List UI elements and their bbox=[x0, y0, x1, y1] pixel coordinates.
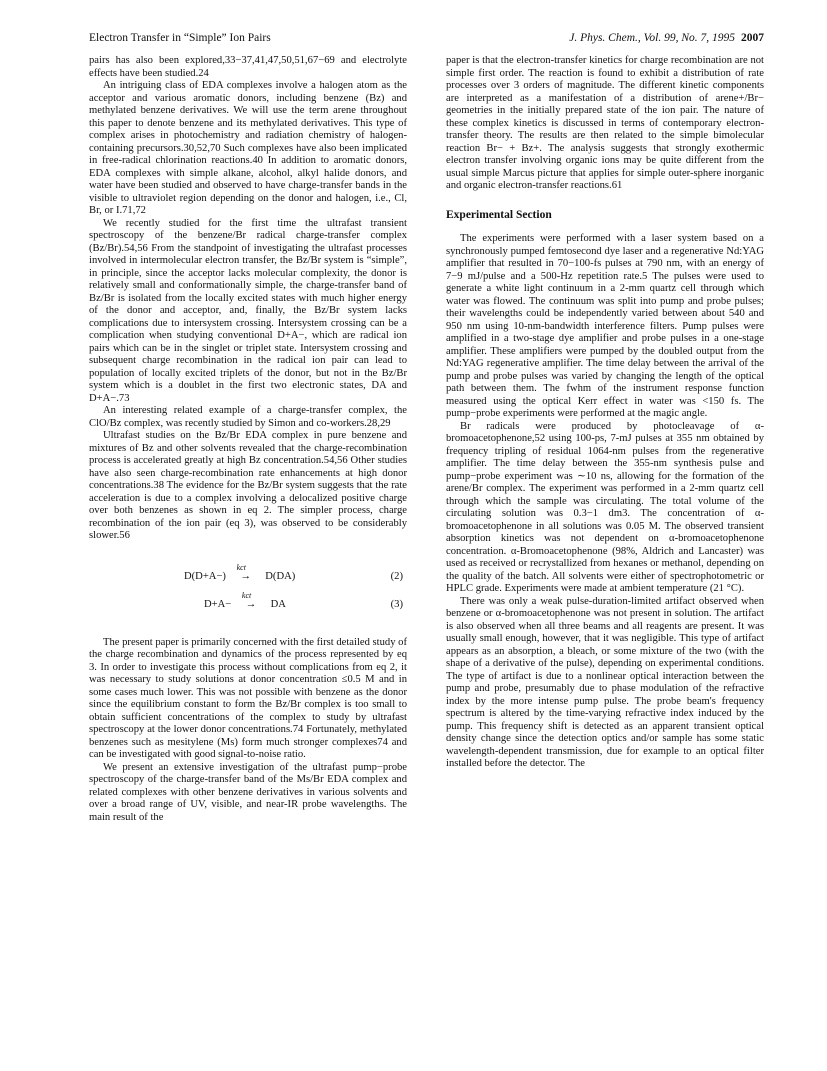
paragraph: paper is that the electron-transfer kinetics for charge recombination are not simple first order. The reaction is found to exhibit a distribution of rate processes over 3 orders of magnitude. The different kinetic components are interpreted as a manifestation of a distribution of arene+/Br− geometries in the initially prepared state of the ion pair. The nature of these complex kinetics is discussed in terms of contemporary electron-transfer theory. The results are then related to the simple bimolecular reaction Br− + Bz+. The analysis suggests that strongly exothermic electron transfer involving organic ions may be quite different from the usual simple Marcus picture that applies for simple outer-sphere inorganic and organic electron-transfer reactions.61 bbox=[446, 55, 764, 191]
equation-2-text bbox=[184, 562, 296, 584]
reaction-arrow-icon: kct → bbox=[236, 562, 251, 582]
equation-3-text bbox=[204, 590, 286, 612]
reaction-arrow-icon: kct → bbox=[241, 590, 257, 610]
paragraph: pairs has also been explored,33−37,41,47,50,51,67−69 and electrolyte effects have been studied.24 bbox=[89, 55, 407, 79]
paragraph: Br radicals were produced by photocleavage of α-bromoacetophenone,52 using 100-ps, 7-mJ pulses at 355 nm obtained by frequency tripling of residual 1064-nm pulses from the regenerative amplifier. The time delay between the 355-nm synthesis pulse and pump−probe experiment was ∼10 ns, allowing for the formation of the arene/Br complex. The experiment was performed in a 2-mm quartz cell through which the sample was circulating. The total volume of the circulating solution was 0.3−1 dm3. The concentration of α-bromoacetophenone in all solutions was 0.05 M. The observed transient absorption kinetics was not dependent on α-bromoacetophenone concentration. α-Bromoacetophenone (98%, Aldrich and Lancaster) was used as received or recrystallized from hexanes or methanol, depending on the quality of the batch. All solvents were either of spectrophotometric or HPLC grade. Experiments were made at ambient temperature (21 °C). bbox=[446, 420, 764, 594]
paragraph: There was only a weak pulse-duration-limited artifact observed when benzene or α-bromoacetophenone was not present in solution. The artifact is also observed when all three beams and all reagents are present. It was usually small enough, however, that it was negligible. This type of artifact appears as an absorption, a bleach, or some mixture of the two (with the shape of a derivative of the pulse), depending on experimental conditions. The type of artifact is due to a nonlinear optical interaction between the pump and probe, presumably due to phase modulation of the refractive index by the more intense pump pulse. The probe beam's frequency spectrum is altered by the time-varying refractive index induced by the pump. This frequency shift is detected as an apparent transient optical density change since the detection optics and/or sample has some static wavelength-dependent transmission, due for example to an optical filter installed before the detector. The bbox=[446, 595, 764, 769]
paragraph: The experiments were performed with a laser system based on a synchronously pumped femtosecond dye laser and a regenerative Nd:YAG amplifier that resulted in 70−100-fs pulses at 790 nm, with an energy of 7−9 mJ/pulse and a 500-Hz repetition rate.5 The pulses were used to generate a white light continuum in a 2-mm quartz cell through which water was flowed. The continuum was split into pump and probe pulses; their wavelengths could be independently varied between about 540 and 950 nm using 10-nm-bandwidth interference filters. Pump pulses were amplified in a two-stage dye amplifier and probe pulses in a one-stage amplifier. These amplifiers were pumped by the doubled output from the Nd:YAG regenerative amplifier. The time delay between the arrival of the pump and probe pulses was varied by changing the length of the optical path between them. The fwhm of the instrument response function measured using the optical Kerr effect in water was <150 fs. The pump−probe experiments were performed at the magic angle. bbox=[446, 233, 764, 419]
equation-number: (2) bbox=[390, 570, 403, 582]
equation-3 bbox=[89, 590, 407, 615]
paragraph: We present an extensive investigation of the ultrafast pump−probe spectroscopy of the charge-transfer band of the Ms/Br EDA complex and related complexes with other benzene derivatives in various solvents and over a broad range of UV, visible, and near-IR probe wavelengths. The main result of the bbox=[89, 761, 407, 823]
eq2-rhs: D(DA) bbox=[265, 570, 296, 582]
eq2-lhs: D(D+A−) bbox=[184, 570, 226, 582]
eq3-rate-label: kct bbox=[241, 590, 252, 600]
section-heading: Experimental Section bbox=[446, 208, 552, 221]
header-title: Electron Transfer in “Simple” Ion Pairs bbox=[89, 32, 271, 44]
journal-citation: J. Phys. Chem., Vol. 99, No. 7, 1995 bbox=[569, 32, 735, 44]
right-column bbox=[446, 55, 764, 771]
paragraph: Ultrafast studies on the Bz/Br EDA complex in pure benzene and mixtures of Bz and other solvents revealed that the charge-recombination process is accelerated greatly at high Bz concentration.54,56 Other studies have also seen charge-recombination rate enhancements at high donor concentrations.38 The evidence for the Bz/Br system suggests that the rate acceleration is due to a complex involving a delocalized positive charge over both benzenes as shown in eq 2. The simpler process, charge recombination of the ion pair (eq 3), was observed to be considerably slower.56 bbox=[89, 430, 407, 541]
equation-number: (3) bbox=[390, 598, 403, 610]
left-column bbox=[89, 55, 407, 824]
header-journal bbox=[569, 32, 764, 44]
paragraph: The present paper is primarily concerned with the first detailed study of the charge recombination and dynamics of the process represented by eq 3. In order to investigate this process without complications from eq 2, it was necessary to study solutions at donor concentration ≤0.5 M and in some cases much lower. This was not possible with benzene as the donor since the equilibrium constant to form the Bz/Br complex is too small to obtain sufficient concentrations of the complex to study by ultrafast spectroscopy at the lower donor concentrations.74 Fortunately, methylated benzenes such as mesitylene (Ms) form much stronger complexes74 and can be investigated with good signal-to-noise ratio. bbox=[89, 636, 407, 760]
paragraph: We recently studied for the first time the ultrafast transient spectroscopy of the benzene/Br radical charge-transfer complex (Bz/Br).54,56 From the standpoint of investigating the ultrafast processes involved in intermolecular electron transfer, the Bz/Br system is “simple”, in principle, since the acceptor lacks molecular complexity, the donor is relatively small and conformationally simple, the charge-transfer band of Bz/Br is isolated from the locally excited states with much higher energy of the donor and acceptor, and, finally, the Bz/Br system lacks complications due to intersystem crossing. Intersystem crossing can be a complication when studying conventional D+A−, which are radical ion pairs which can be in the singlet or triplet state. Intersystem crossing and subsequent charge recombination in the radical ion pair can lead to population of locally excited triplets of the donor, but not in the Bz/Br system which is a doublet in the first two electronic states, DA and D+A−.73 bbox=[89, 217, 407, 404]
page-number: 2007 bbox=[741, 32, 764, 44]
eq2-rate-label: kct bbox=[236, 562, 246, 572]
paragraph: An intriguing class of EDA complexes involve a halogen atom as the acceptor and various aromatic donors, including benzene (Bz) and methylated benzene derivatives. We will use the term arene throughout this paper to denote benzene and its methylated derivatives. This type of complex arises in photochemistry and radiation chemistry of halogen-containing precursors.30,52,70 Such complexes have also been implicated in free-radical chlorination reactions.40 In addition to aromatic donors, EDA complexes with simple alkane, alcohol, alkyl halide donors, and water have been studied and observed to have charge-transfer bands in the visible to ultraviolet region depending on the donor and halogen, i.e., Cl, Br, or I.71,72 bbox=[89, 80, 407, 216]
paragraph: An interesting related example of a charge-transfer complex, the ClO/Bz complex, was recently studied by Simon and co-workers.28,29 bbox=[89, 405, 407, 429]
eq3-lhs: D+A− bbox=[204, 598, 232, 610]
equation-2 bbox=[89, 562, 407, 587]
running-header bbox=[89, 32, 764, 48]
eq3-rhs: DA bbox=[270, 598, 286, 610]
